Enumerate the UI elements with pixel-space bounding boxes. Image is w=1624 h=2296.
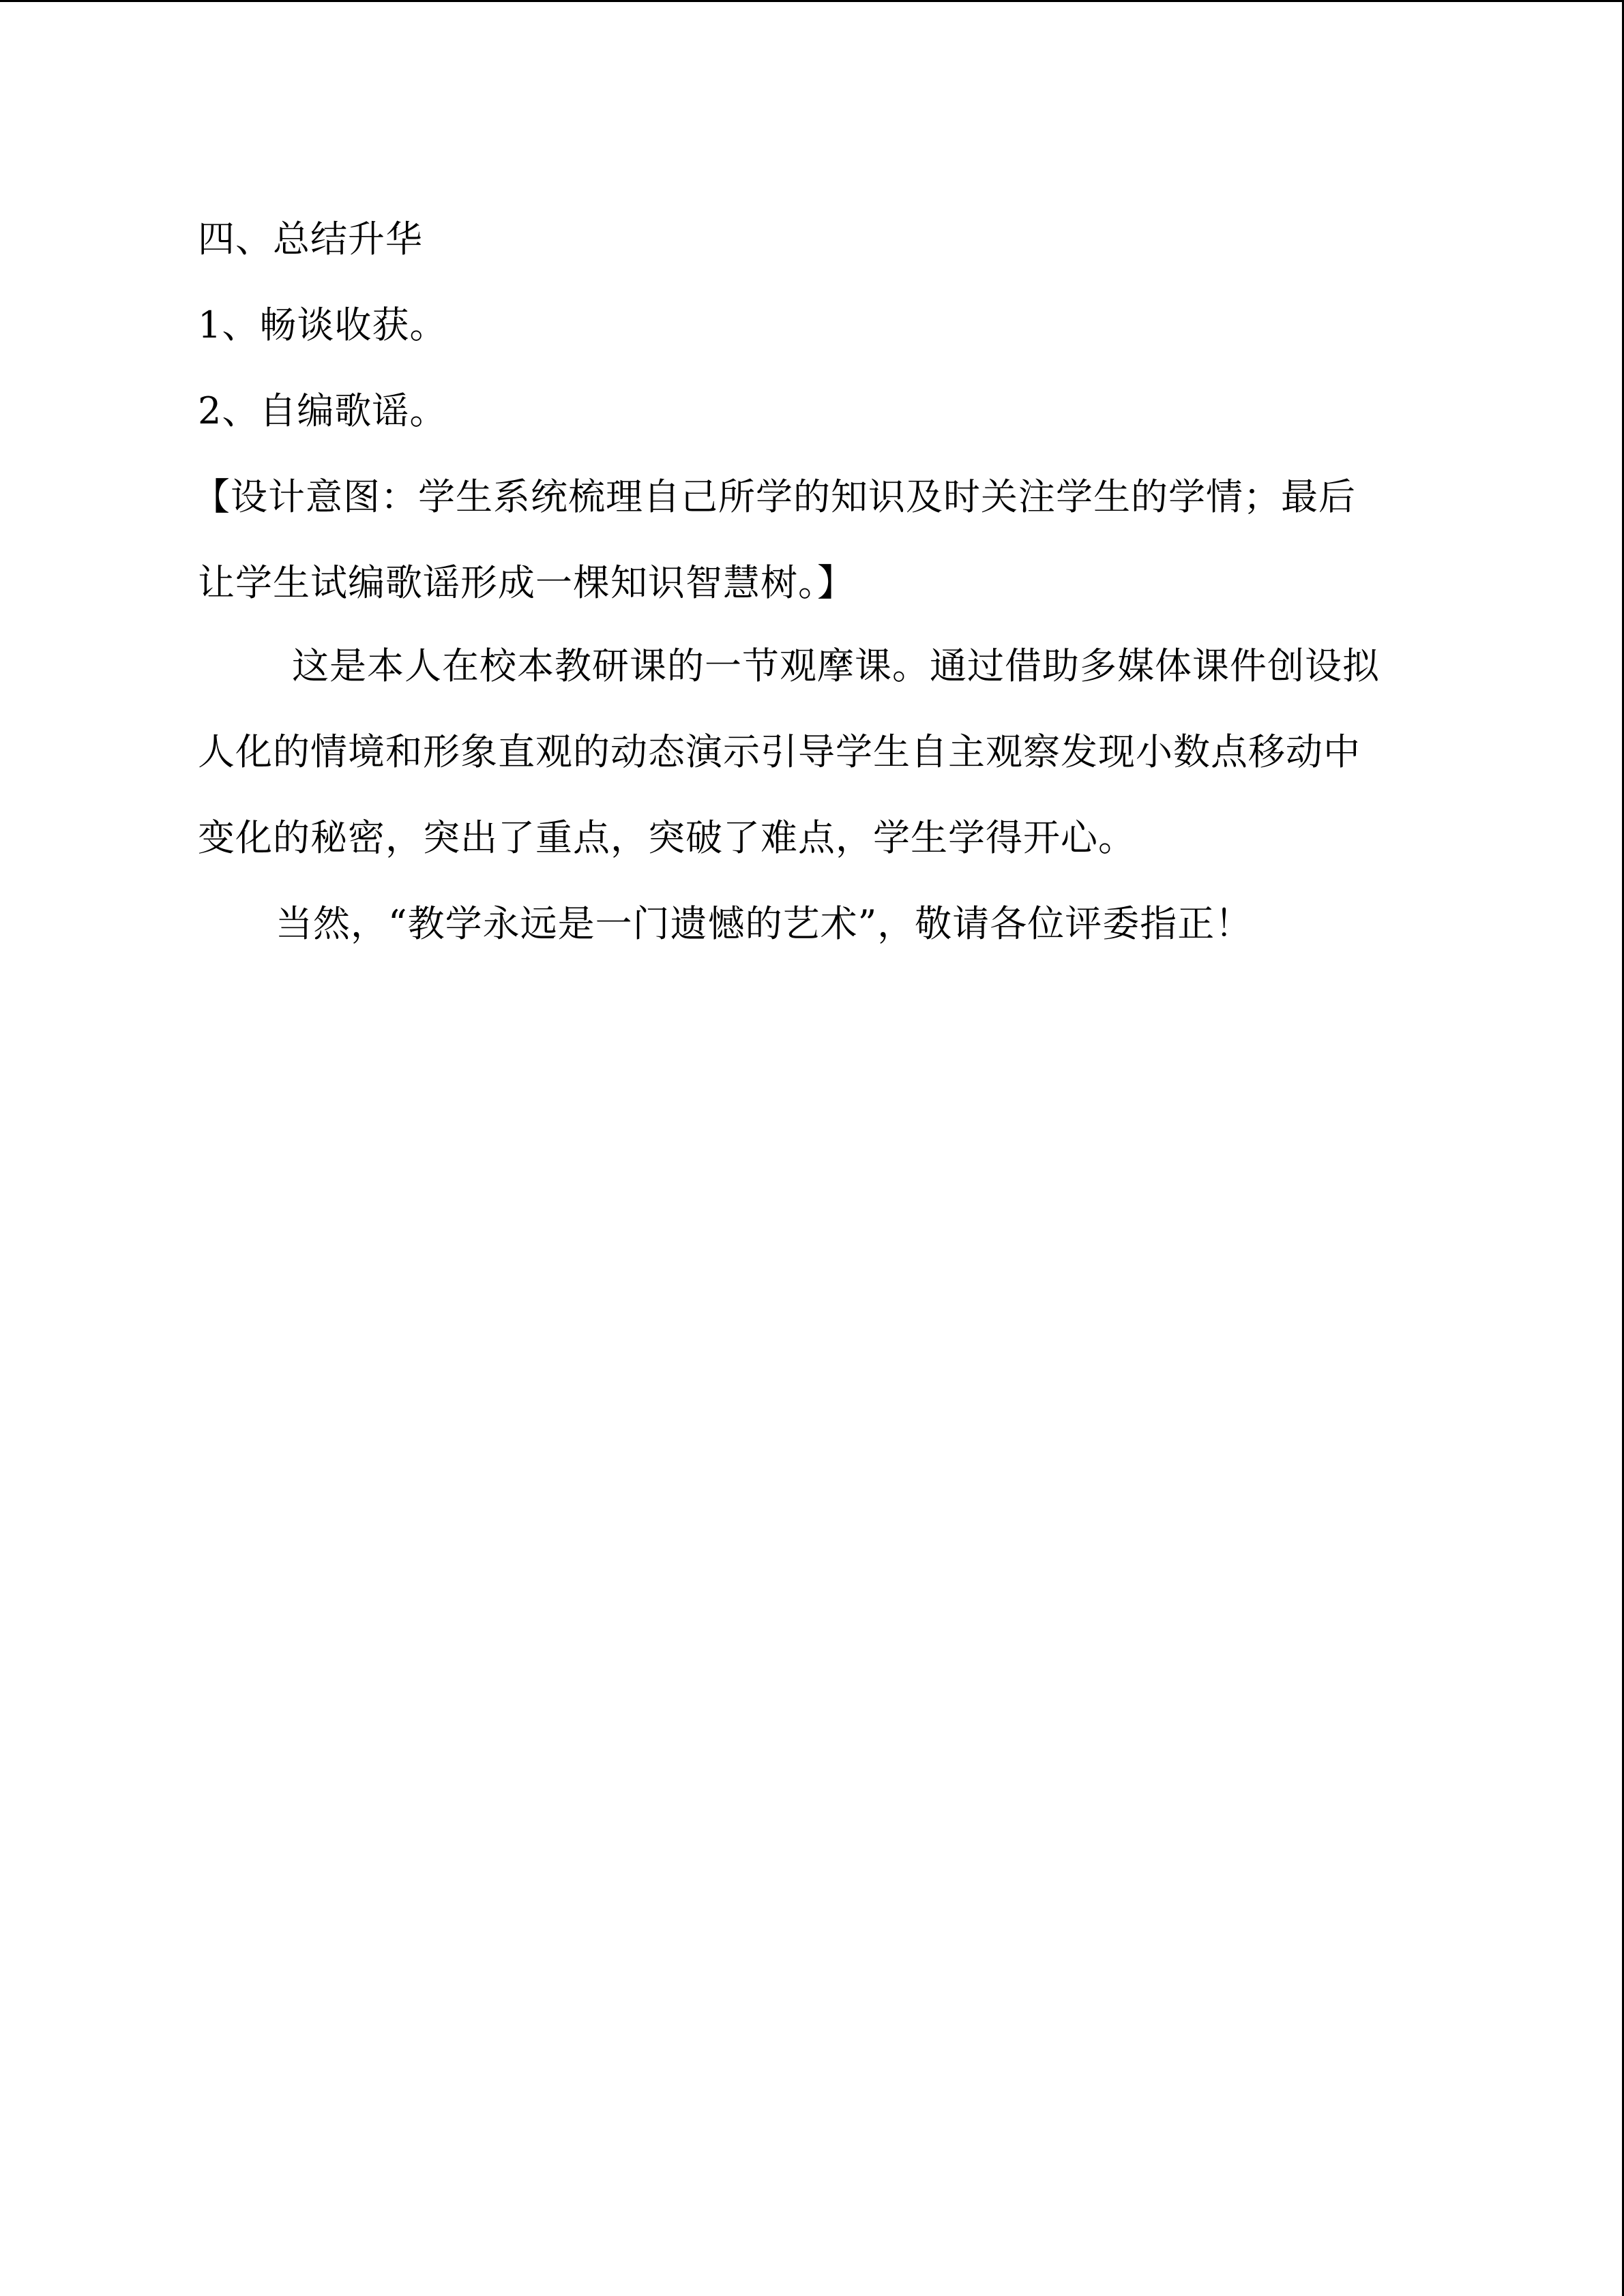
- list-item-song: 2、自编歌谣。: [198, 389, 447, 432]
- reflection-paragraph-line: 这是本人在校本教研课的一节观摩课。通过借助多媒体课件创设拟: [292, 644, 1380, 687]
- reflection-paragraph-line: 人化的情境和形象直观的动态演示引导学生自主观察发现小数点移动中: [198, 730, 1361, 773]
- closing-paragraph: 当然，“教学永远是一门遗憾的艺术”，敬请各位评委指正！: [276, 902, 1253, 945]
- list-item-harvest: 1、畅谈收获。: [198, 303, 447, 346]
- design-intent-line: 【设计意图：学生系统梳理自己所学的知识及时关注学生的学情；最后: [193, 475, 1356, 518]
- design-intent-line: 让学生试编歌谣形成一棵知识智慧树。】: [198, 561, 855, 604]
- reflection-paragraph-line: 变化的秘密，突出了重点，突破了难点，学生学得开心。: [198, 816, 1136, 859]
- section-heading: 四、总结升华: [198, 218, 423, 260]
